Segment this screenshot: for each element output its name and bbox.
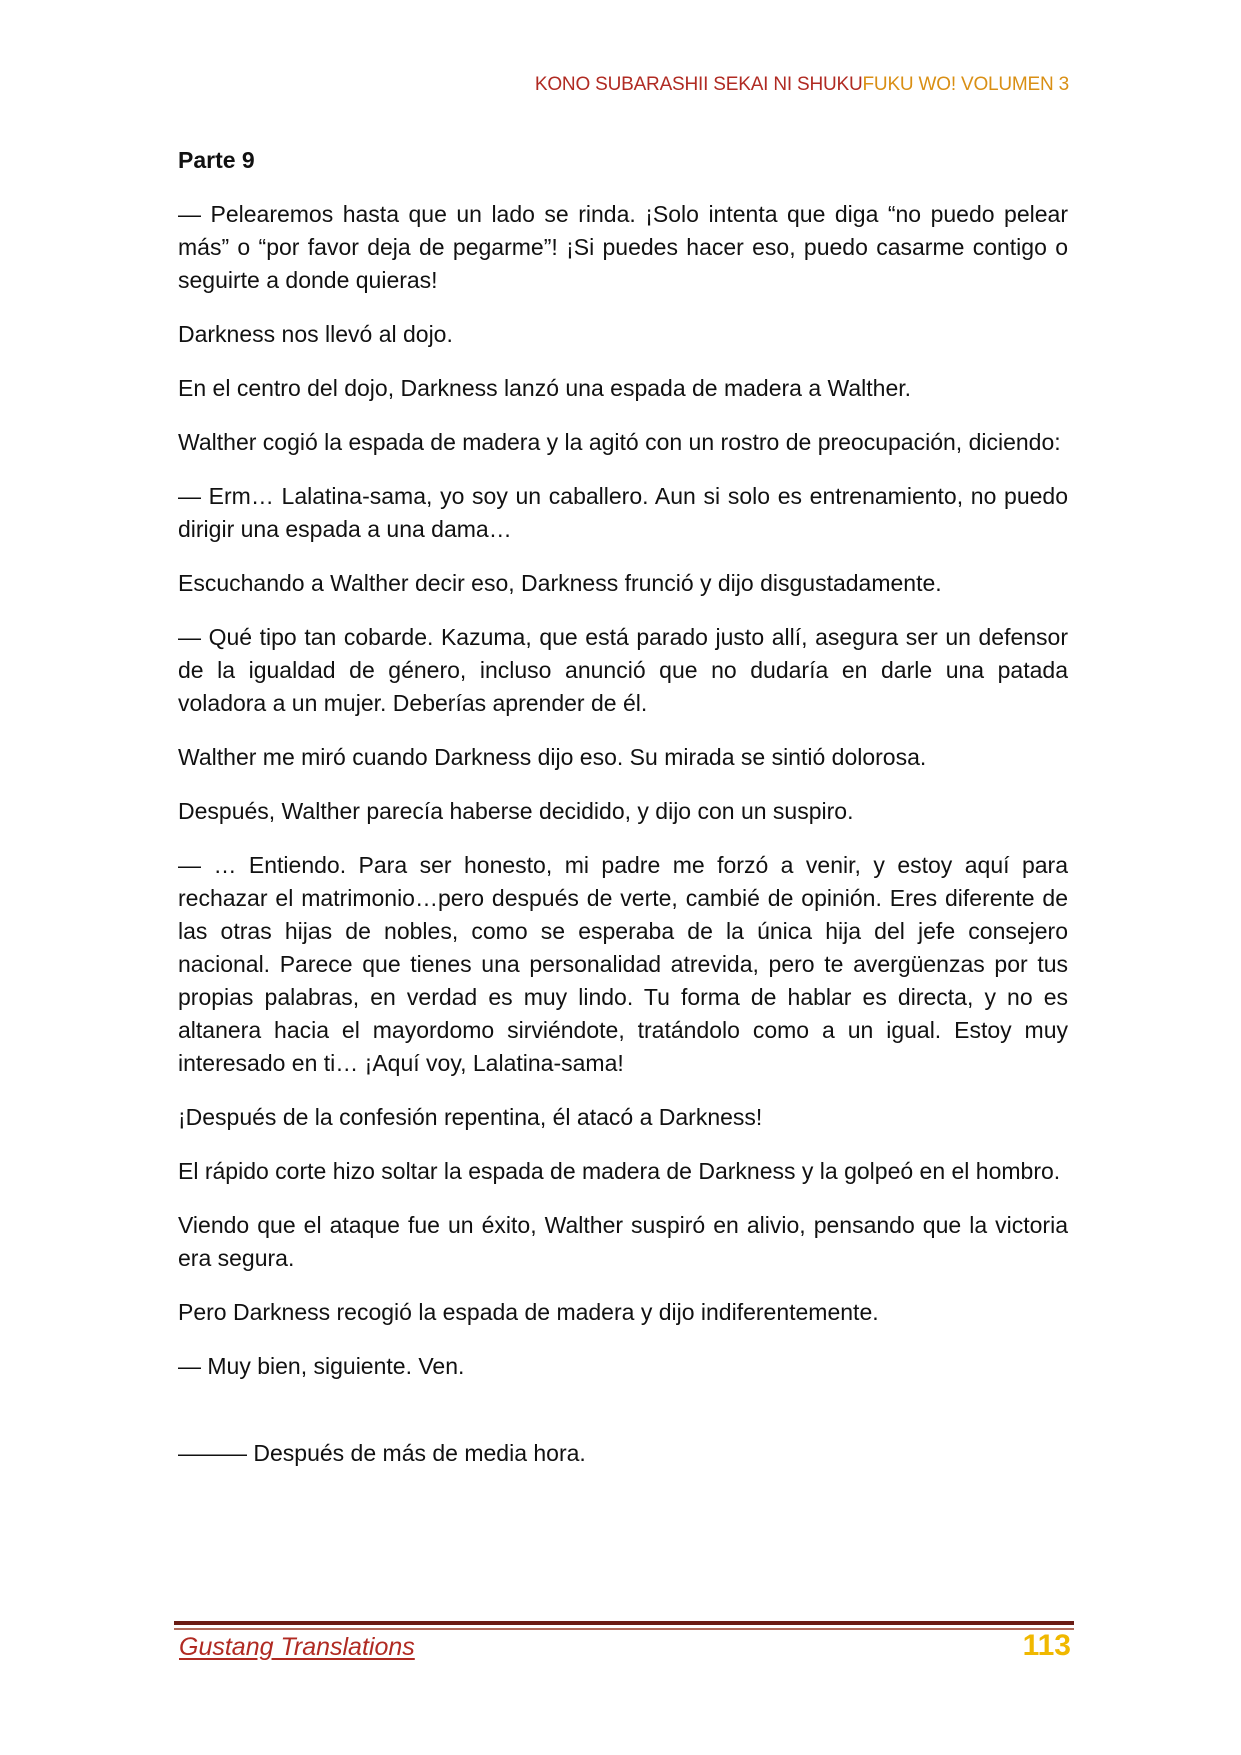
paragraph: Después, Walther parecía haberse decidido, y dijo con un suspiro.	[178, 798, 854, 824]
paragraph: Pero Darkness recogió la espada de madera y dijo indiferentemente.	[178, 1299, 879, 1325]
paragraph: Viendo que el ataque fue un éxito, Walther suspiró en alivio, pensando que la victoria era segura.	[178, 1212, 1068, 1271]
section-title: Parte 9	[178, 147, 255, 173]
scene-break-paragraph: ——— Después de más de media hora.	[178, 1440, 586, 1466]
paragraph: — Qué tipo tan cobarde. Kazuma, que está parado justo allí, asegura ser un defensor de la igualdad de género, incluso anunció que no dudaría en darle una patada voladora a un mujer. Deberías aprender de él.	[178, 624, 1068, 716]
footer-translator-credit: Gustang Translations	[179, 1633, 415, 1661]
footer-rule	[174, 1621, 1074, 1625]
paragraph: El rápido corte hizo soltar la espada de madera de Darkness y la golpeó en el hombro.	[178, 1158, 1061, 1184]
paragraph: En el centro del dojo, Darkness lanzó una espada de madera a Walther.	[178, 375, 912, 401]
header-title-part1: KONO SUBARASHII SEKAI NI SHUKU	[534, 74, 863, 95]
running-header	[535, 74, 1069, 96]
paragraph: Walther me miró cuando Darkness dijo eso. Su mirada se sintió dolorosa.	[178, 744, 927, 770]
paragraph: Escuchando a Walther decir eso, Darkness frunció y dijo disgustadamente.	[178, 570, 942, 596]
footer-rule-secondary	[174, 1628, 1074, 1630]
paragraph: ¡Después de la confesión repentina, él atacó a Darkness!	[178, 1104, 763, 1130]
page-number: 113	[1022, 1629, 1071, 1662]
page-body	[178, 145, 1068, 1491]
paragraph: Darkness nos llevó al dojo.	[178, 321, 453, 347]
paragraph: — Pelearemos hasta que un lado se rinda. ¡Solo intenta que diga “no puedo pelear más” o “por favor deja de pegarme”! ¡Si puedes hacer eso, puedo casarme contigo o seguirte a donde quieras!	[178, 201, 1068, 293]
paragraph: — … Entiendo. Para ser honesto, mi padre me forzó a venir, y estoy aquí para rechazar el matrimonio…pero después de verte, cambié de opinión. Eres diferente de las otras hijas de nobles, como se esperaba de la única hija del jefe consejero nacional. Parece que tienes una personalidad atrevida, pero te avergüenzas por tus propias palabras, en verdad es muy lindo. Tu forma de hablar es directa, y no es altanera hacia el mayordomo sirviéndote, tratándolo como a un igual. Estoy muy interesado en ti… ¡Aquí voy, Lalatina-sama!	[178, 852, 1068, 1076]
paragraph: — Muy bien, siguiente. Ven.	[178, 1353, 465, 1379]
paragraph: — Erm… Lalatina-sama, yo soy un caballero. Aun si solo es entrenamiento, no puedo dirigir una espada a una dama…	[178, 483, 1068, 542]
header-title-part2: FUKU WO! VOLUMEN 3	[862, 74, 1069, 95]
paragraph: Walther cogió la espada de madera y la agitó con un rostro de preocupación, diciendo:	[178, 429, 1061, 455]
